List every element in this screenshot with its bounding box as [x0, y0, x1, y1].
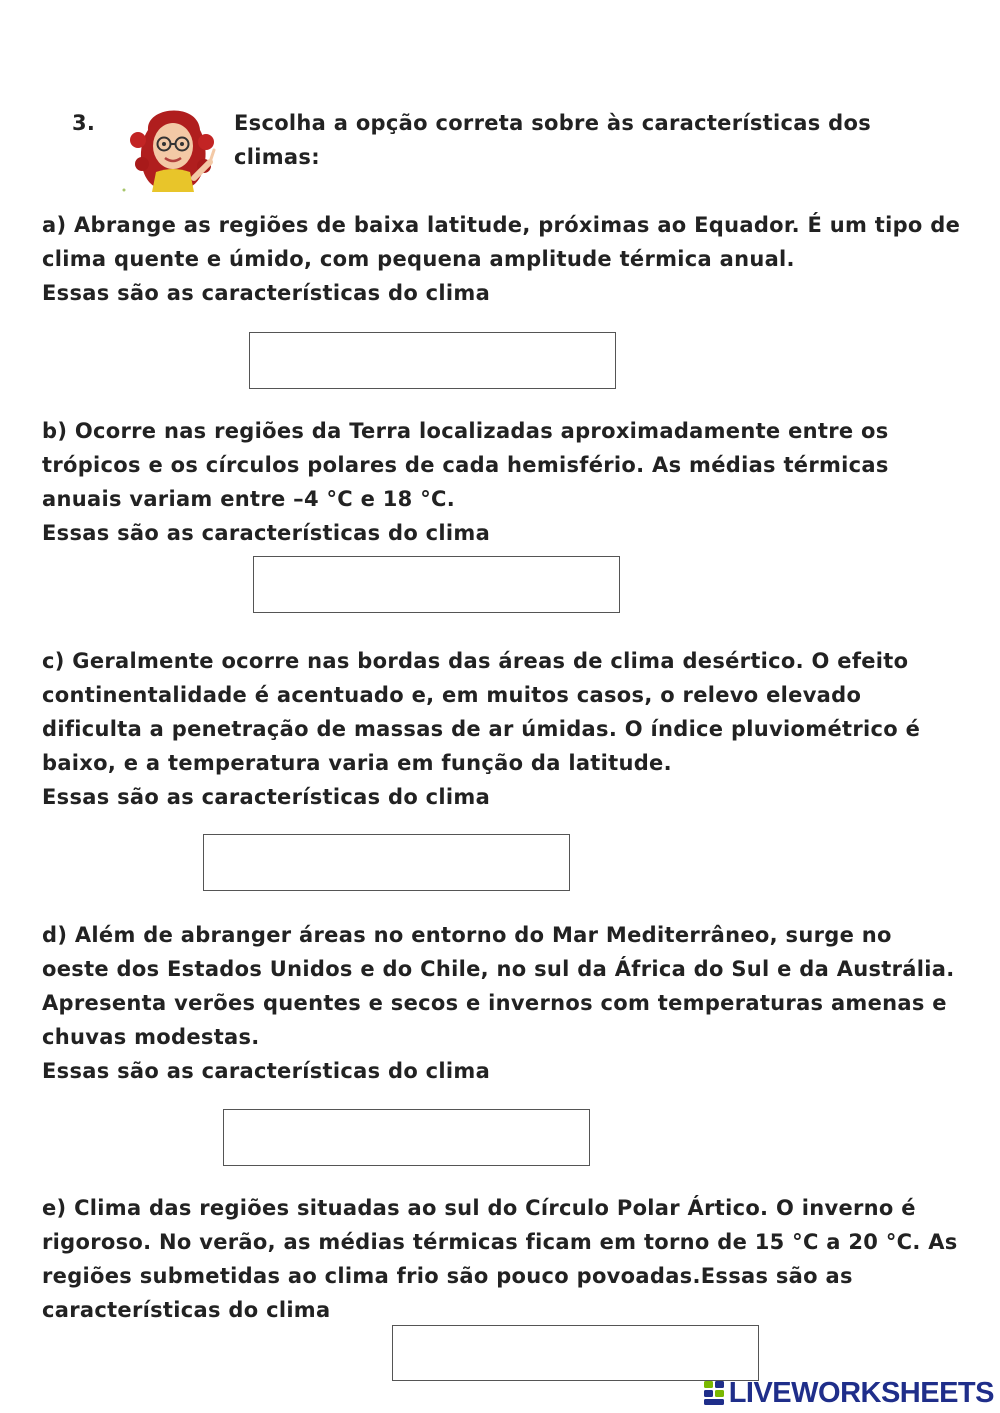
item-a-text: Abrange as regiões de baixa latitude, próximas ao Equador. É um tipo de clima quente e úmido, com pequena amplitude térmica anual. — [42, 213, 961, 271]
answer-box-a[interactable] — [249, 332, 616, 389]
item-b-paragraph — [42, 414, 962, 550]
answer-box-c[interactable] — [203, 834, 570, 891]
item-d-closing: Essas são as características do clima — [42, 1059, 491, 1083]
item-b-closing: Essas são as características do clima — [42, 521, 491, 545]
answer-box-e[interactable] — [392, 1325, 759, 1381]
question-number: 3. — [72, 111, 96, 135]
item-d-paragraph — [42, 918, 962, 1088]
question-title: Escolha a opção correta sobre às características dos climas: — [234, 111, 872, 169]
item-d-label: d) — [42, 923, 68, 947]
liveworksheets-logo — [703, 1377, 994, 1409]
item-e-label: e) — [42, 1196, 67, 1220]
liveworksheets-logo-icon — [703, 1380, 725, 1406]
item-b-label: b) — [42, 419, 68, 443]
item-c-label: c) — [42, 649, 65, 673]
item-e-text: Clima das regiões situadas ao sul do Círculo Polar Ártico. O inverno é rigoroso. No verão, as médias térmicas ficam em torno de 15 °C a 20 °C. As regiões submetidas ao clima frio são pouco povoadas.Essas são as características do clima — [42, 1196, 958, 1322]
item-a-paragraph — [42, 208, 962, 310]
item-c-paragraph — [42, 644, 962, 814]
item-c-text: Geralmente ocorre nas bordas das áreas de clima desértico. O efeito continentalidade é acentuado e, em muitos casos, o relevo elevado dificulta a penetração de massas de ar úmidas. O índice pluviométrico é baixo, e a temperatura varia em função da latitude. — [42, 649, 921, 775]
liveworksheets-logo-text: LIVEWORKSHEETS — [728, 1376, 994, 1409]
item-c-closing: Essas são as características do clima — [42, 785, 491, 809]
item-e-paragraph — [42, 1191, 962, 1327]
item-d-text: Além de abranger áreas no entorno do Mar Mediterrâneo, surge no oeste dos Estados Unidos e do Chile, no sul da África do Sul e da Austrália. Apresenta verões quentes e secos e invernos com temperaturas amenas e chuvas modestas. — [42, 923, 955, 1049]
answer-box-b[interactable] — [253, 556, 620, 613]
item-a-label: a) — [42, 213, 67, 237]
teacher-avatar — [118, 100, 226, 196]
item-b-text: Ocorre nas regiões da Terra localizadas aproximadamente entre os trópicos e os círculos polares de cada hemisfério. As médias térmicas anuais variam entre –4 °C e 18 °C. — [42, 419, 889, 511]
item-a-closing: Essas são as características do clima — [42, 281, 491, 305]
answer-box-d[interactable] — [223, 1109, 590, 1166]
